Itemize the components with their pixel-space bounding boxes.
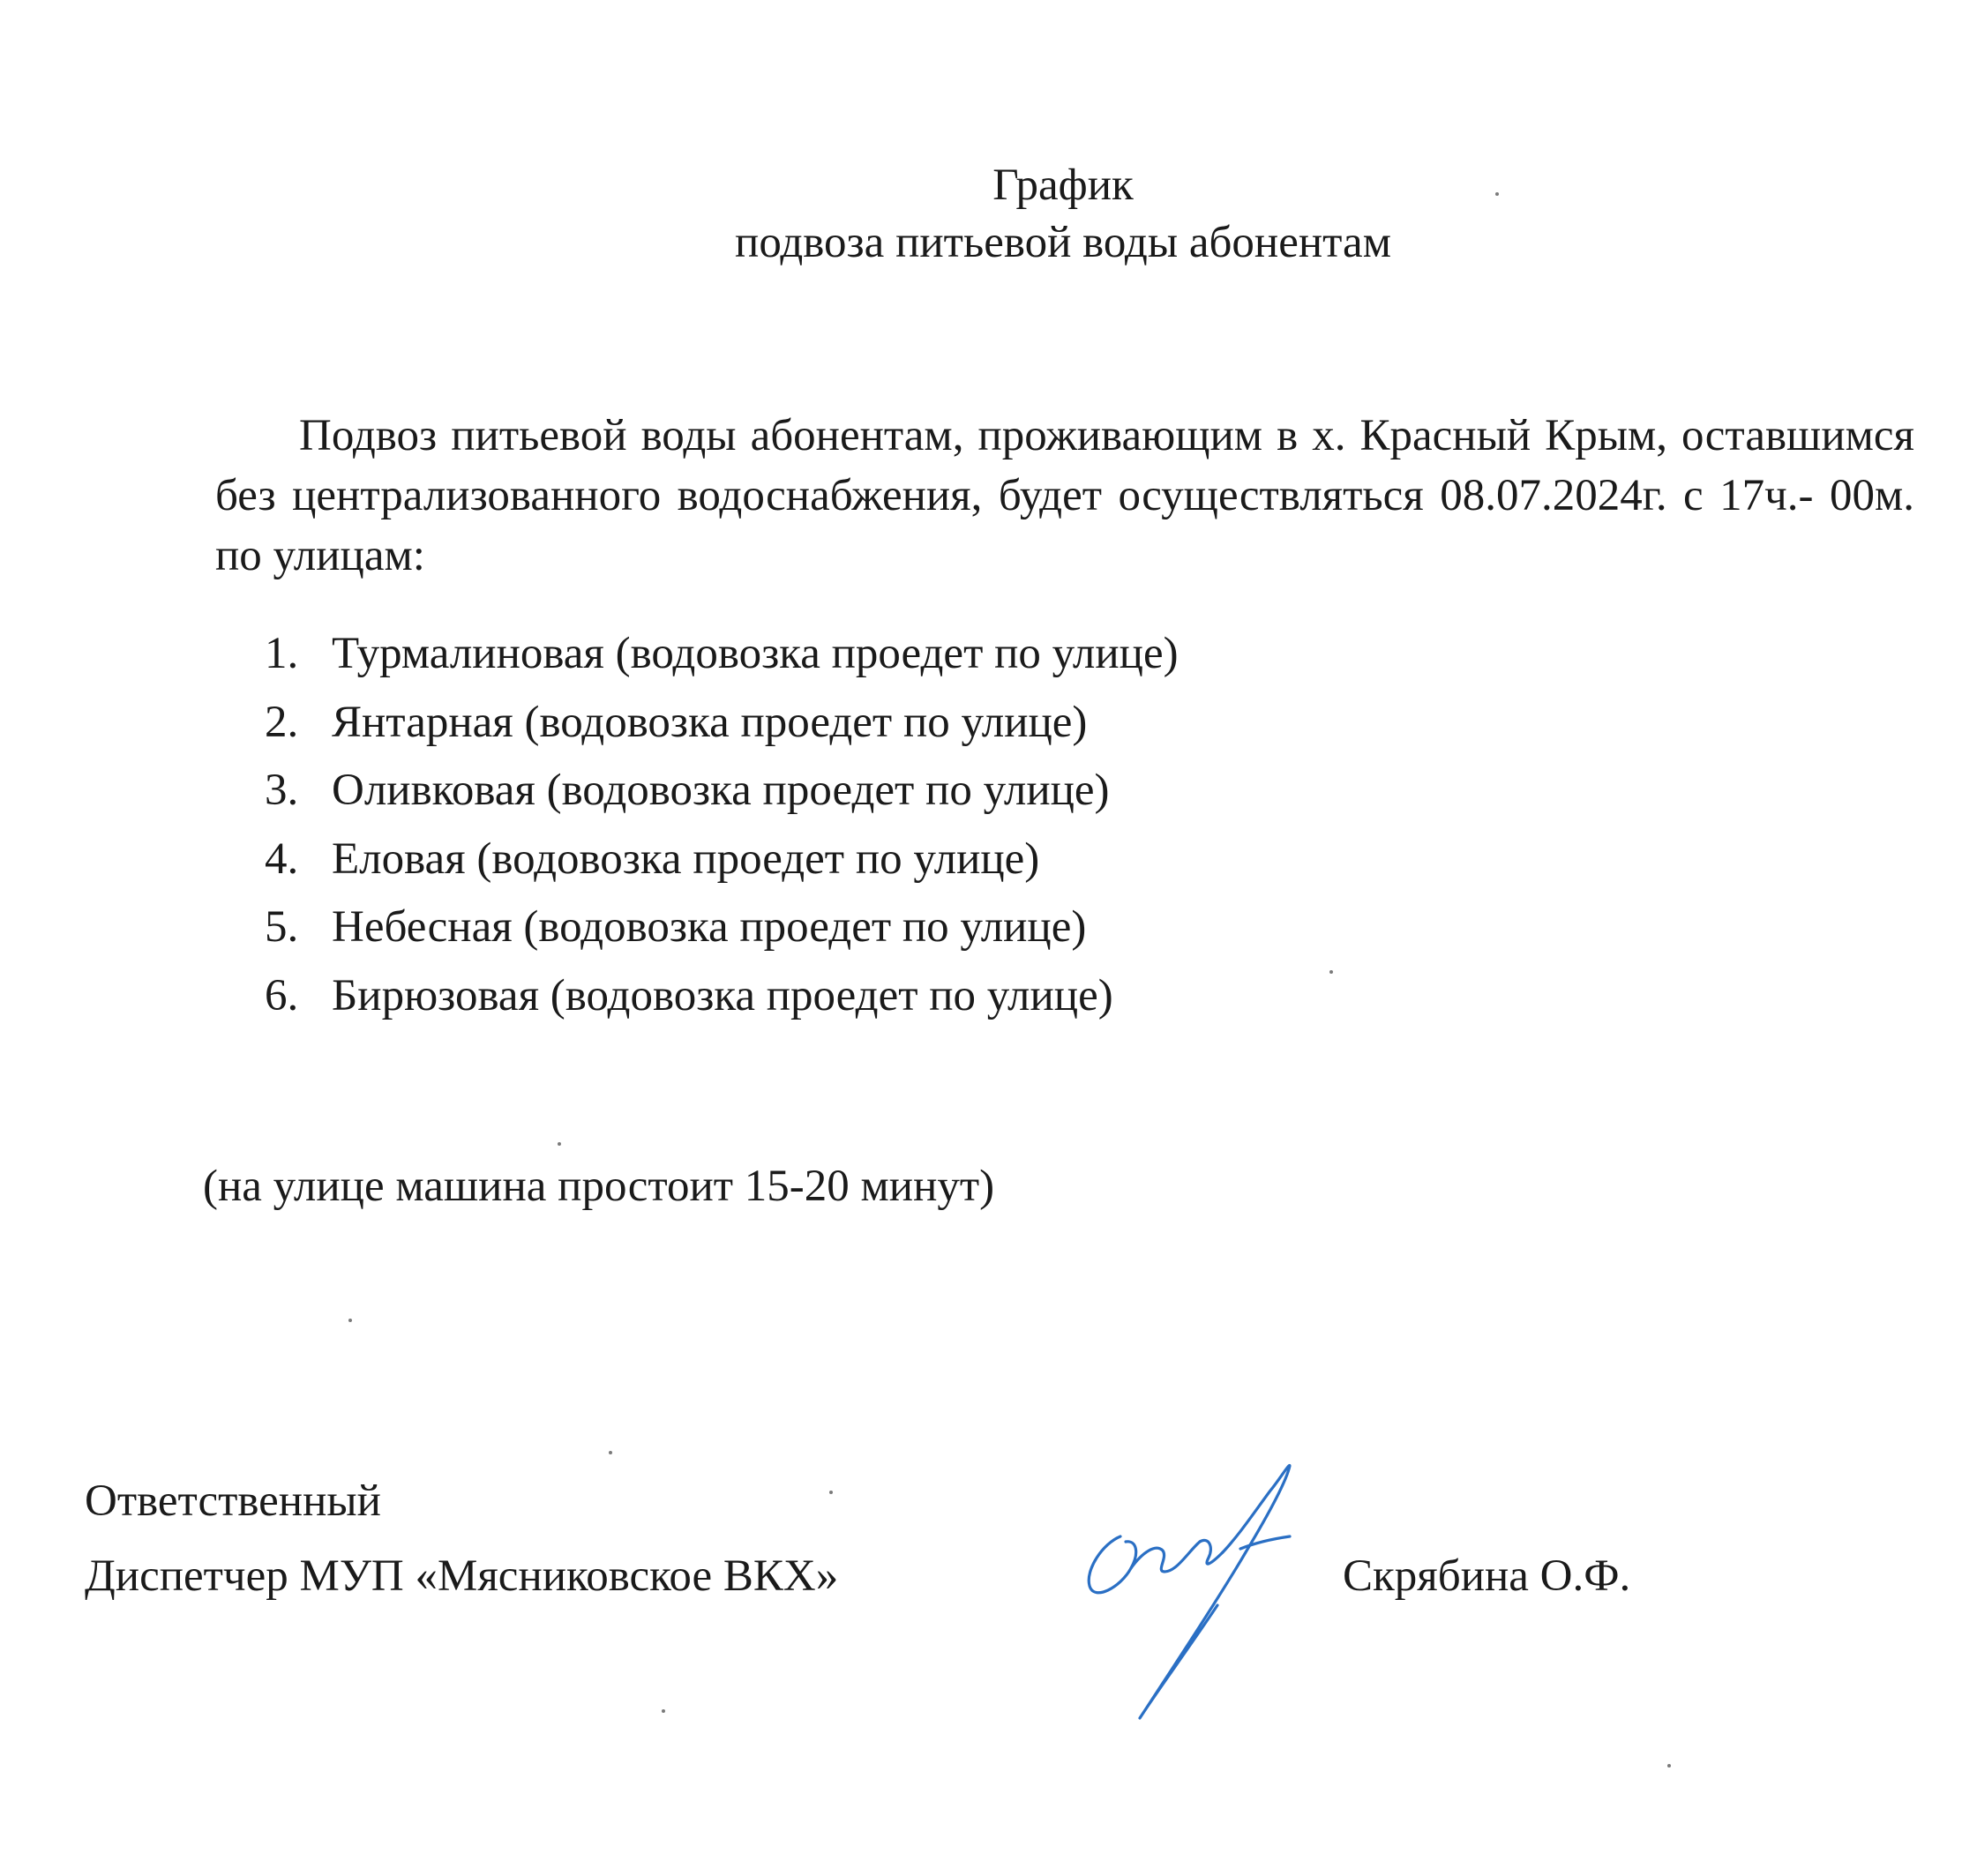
list-item — [265, 826, 1179, 894]
list-item — [265, 757, 1179, 826]
list-item-text: Оливковая (водовозка проедет по улице) — [332, 766, 1110, 815]
list-item-number: 2. — [265, 697, 299, 747]
scan-speck — [609, 1451, 612, 1454]
street-list — [265, 620, 1179, 1030]
scan-speck — [1329, 970, 1333, 974]
list-item — [265, 893, 1179, 962]
list-item-number: 5. — [265, 902, 299, 952]
dispatcher-title: Диспетчер МУП «Мясниковское ВКХ» — [85, 1551, 839, 1601]
list-item-number: 1. — [265, 629, 299, 678]
list-item-text: Бирюзовая (водовозка проедет по улице) — [332, 970, 1113, 1020]
responsible-label: Ответственный — [85, 1476, 381, 1526]
scan-speck — [829, 1491, 833, 1494]
document-subtitle: подвоза питьевой воды абонентам — [735, 218, 1391, 267]
scan-speck — [1667, 1764, 1671, 1768]
scan-speck — [1495, 192, 1499, 196]
list-item-number: 6. — [265, 970, 299, 1020]
signer-name: Скрябина О.Ф. — [1343, 1551, 1631, 1601]
list-item-text: Турмалиновая (водовозка проедет по улице) — [332, 629, 1179, 678]
list-item — [265, 620, 1179, 689]
list-item-number: 3. — [265, 766, 299, 815]
list-item-number: 4. — [265, 833, 299, 884]
scan-speck — [348, 1319, 352, 1322]
list-item — [265, 962, 1179, 1031]
scan-speck — [662, 1709, 665, 1713]
document-title: График — [992, 161, 1134, 210]
list-item-text: Янтарная (водовозка проедет по улице) — [332, 697, 1088, 747]
duration-note: (на улице машина простоит 15-20 минут) — [203, 1162, 995, 1211]
body-paragraph: Подвоз питьевой воды абонентам, проживающим в х. Красный Крым, оставшимся без централизованного водоснабжения, будет осуществляться 08.07.2024г. с 17ч.- 00м. по улицам: — [215, 411, 1914, 580]
scan-speck — [558, 1142, 561, 1146]
list-item — [265, 689, 1179, 758]
list-item-text: Еловая (водовозка проедет по улице) — [332, 833, 1040, 884]
list-item-text: Небесная (водовозка проедет по улице) — [332, 902, 1087, 952]
handwritten-signature — [1059, 1455, 1341, 1720]
